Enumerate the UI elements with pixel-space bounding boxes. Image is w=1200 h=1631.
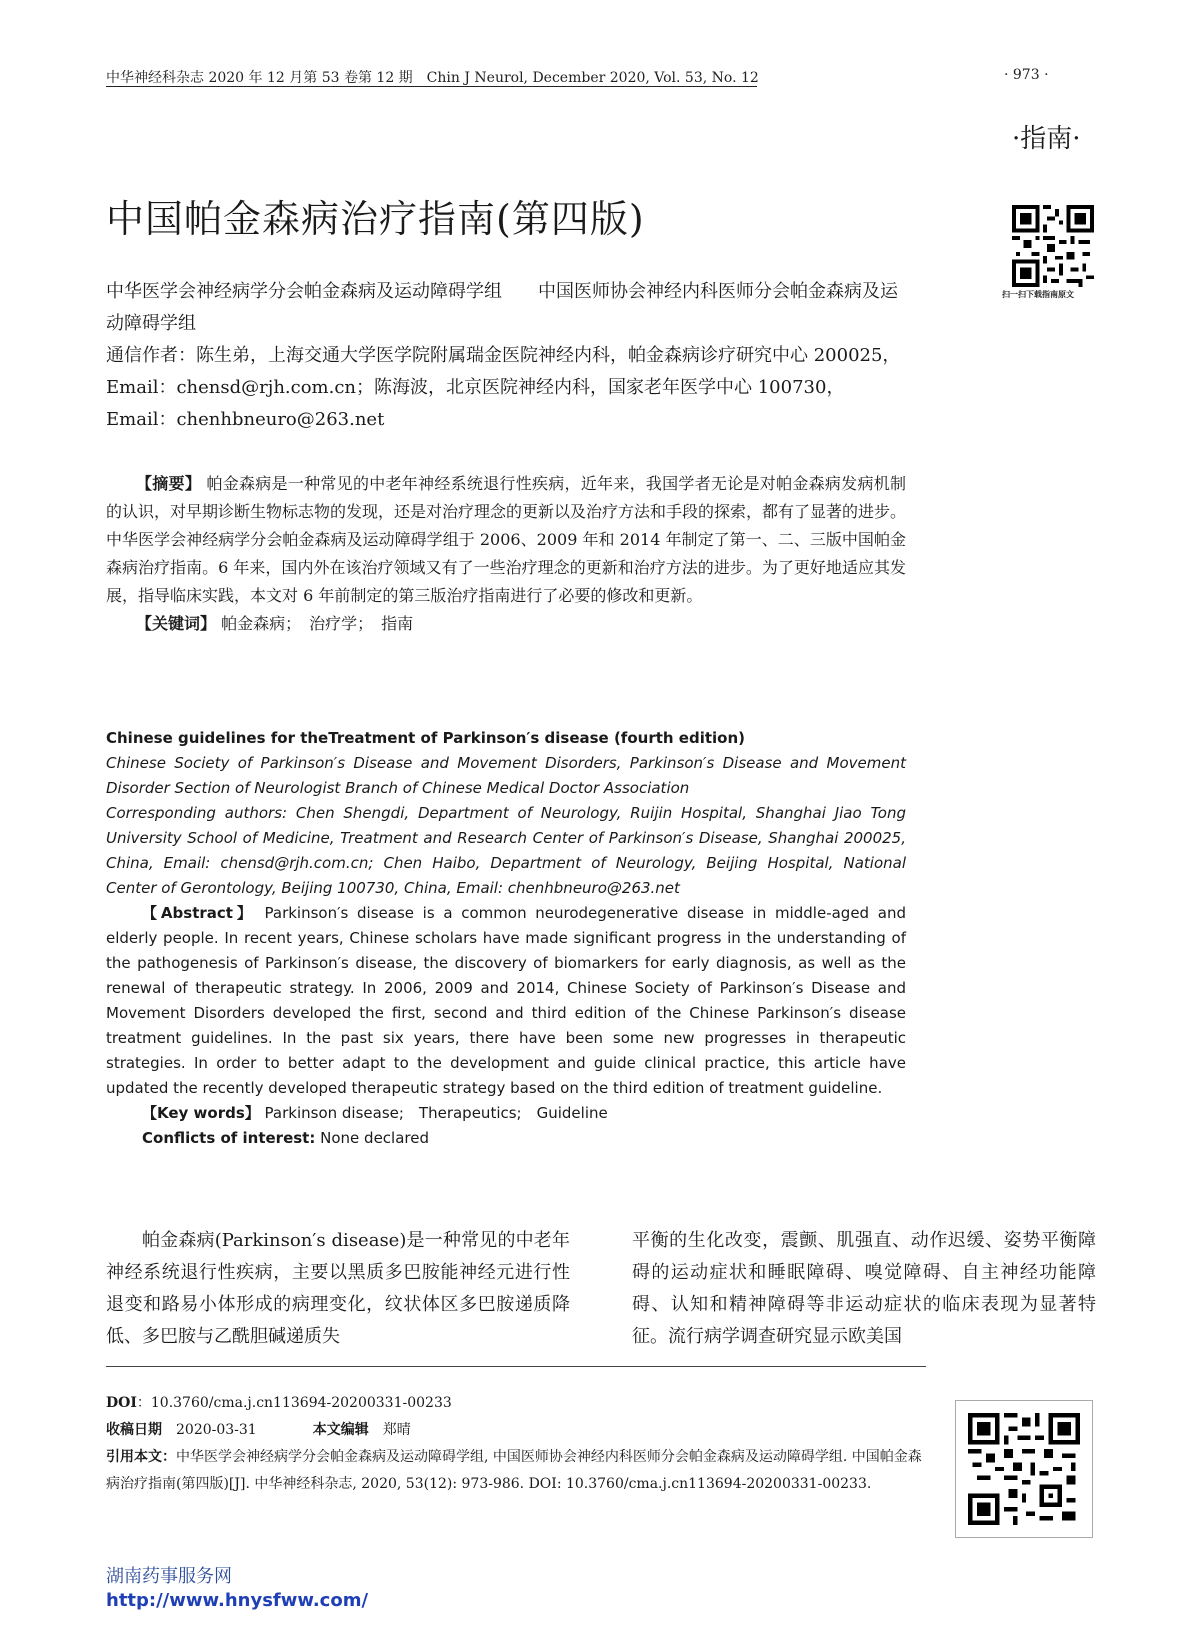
watermark-site-name: 湖南药事服务网 — [106, 1566, 232, 1587]
footer-block — [106, 1390, 926, 1498]
qr-code-large-icon[interactable] — [968, 1413, 1080, 1525]
abstract-cn-label: 【摘要】 — [136, 474, 202, 493]
page-number: · 973 · — [1004, 67, 1049, 83]
running-header: 中华神经科杂志 2020 年 12 月第 53 卷第 12 期 Chin J Neurol, December 2020, Vol. 53, No. 12 — [106, 70, 759, 86]
section-label: ·指南· — [1012, 124, 1081, 154]
keywords-en: Parkinson disease; Therapeutics; Guideline — [264, 1104, 608, 1122]
english-authors: Chinese Society of Parkinson′s Disease and Movement Disorders, Parkinson′s Disease and Movement Disorder Section of Neurologist Branch of Chinese Medical Doctor Association — [106, 754, 906, 797]
editor-name: 郑晴 — [382, 1422, 411, 1438]
abstract-en-label: 【Abstract】 — [142, 904, 256, 922]
authors-block — [106, 276, 906, 436]
page-title: 中国帕金森病治疗指南(第四版) — [106, 197, 645, 241]
watermark-url-link[interactable]: http://www.hnysfww.com/ — [106, 1590, 369, 1611]
cite-label: 引用本文： — [106, 1449, 176, 1465]
authors-cn: 中华医学会神经病学分会帕金森病及运动障碍学组 中国医师协会神经内科医师分会帕金森病及运动障碍学组 — [106, 281, 898, 334]
keywords-cn: 帕金森病； 治疗学； 指南 — [221, 614, 414, 633]
qr-caption: 扫一扫下载指南原文 — [1002, 290, 1074, 299]
body-column-right: 平衡的生化改变，震颤、肌强直、动作迟缓、姿势平衡障碍的运动症状和睡眠障碍、嗅觉障碍、自主神经功能障碍、认知和精神障碍等非运动症状的临床表现为显著特征。流行病学调查研究显示欧美国 — [632, 1230, 1096, 1347]
english-abstract-block — [106, 726, 906, 1151]
conflicts-text: None declared — [320, 1129, 429, 1147]
abstract-en-text: Parkinson′s disease is a common neurodegenerative disease in middle-aged and elderly people. In recent years, Chinese scholars have made significant progress in the understanding of the pathogenesis of Parkinson′s disease, the discovery of biomarkers for early diagnosis, as well as the renewal of therapeutic strategy. In 2006, 2009 and 2014, Chinese Society of Parkinson′s Disease and Movement Disorders developed the first, second and third edition of the Chinese Parkinson′s disease treatment guidelines. In the past six years, there have been some new progresses in therapeutic strategies. In order to better adapt to the development and guide clinical practice, this article have updated the recently developed therapeutic strategy based on the third edition of treatment guideline. — [106, 904, 906, 1097]
english-title: Chinese guidelines for theTreatment of Parkinson′s disease (fourth edition) — [106, 729, 745, 747]
body-column-left: 帕金森病(Parkinson′s disease)是一种常见的中老年神经系统退行性疾病，主要以黑质多巴胺能神经元进行性退变和路易小体形成的病理变化，纹状体区多巴胺递质降低、多巴胺与乙酰胆碱递质失 — [106, 1230, 570, 1347]
abstract-cn — [106, 470, 906, 638]
doi-label: DOI — [106, 1395, 137, 1411]
received-date: 2020-03-31 — [176, 1422, 257, 1438]
conflicts-label: Conflicts of interest: — [142, 1129, 316, 1147]
qr-code-frame — [955, 1400, 1093, 1538]
received-label: 收稿日期 — [106, 1422, 162, 1438]
qr-code-icon[interactable] — [1012, 205, 1094, 287]
abstract-cn-text: 帕金森病是一种常见的中老年神经系统退行性疾病，近年来，我国学者无论是对帕金森病发病机制的认识，对早期诊断生物标志物的发现，还是对治疗理念的更新以及治疗方法和手段的探索，都有了显著的进步。中华医学会神经病学分会帕金森病及运动障碍学组于 2006、2009 年和 2014 年制定了第一、二、三版中国帕金森病治疗指南。6 年来，国内外在该治疗领域又有了一些治疗理念的更新和治疗方法的进步。为了更好地适应其发展，指导临床实践，本文对 6 年前制定的第三版治疗指南进行了必要的修改和更新。 — [106, 474, 907, 605]
cite-text: 中华医学会神经病学分会帕金森病及运动障碍学组, 中国医师协会神经内科医师分会帕金森病及运动障碍学组. 中国帕金森病治疗指南(第四版)[J]. 中华神经科杂志, 2020, 53(12): 973-986. DOI: 10.3760/cma.j.cn113694-20200331-00233. — [106, 1449, 922, 1492]
keywords-en-label: 【Key words】 — [142, 1104, 260, 1122]
english-corresponding: Corresponding authors: Chen Shengdi, Department of Neurology, Ruijin Hospital, Shanghai Jiao Tong University School of Medicine, Treatment and Research Center of Parkinson′s Disease, Shanghai 200025, China, Email: chensd@rjh.com.cn; Chen Haibo, Department of Neurology, Beijing Hospital, National Center of Gerontology, Beijing 100730, China, Email: chenhbneuro@263.net — [106, 804, 906, 897]
doi-value[interactable]: ：10.3760/cma.j.cn113694-20200331-00233 — [136, 1395, 452, 1411]
keywords-cn-label: 【关键词】 — [136, 614, 217, 633]
corresponding-cn: 通信作者：陈生弟，上海交通大学医学院附属瑞金医院神经内科，帕金森病诊疗研究中心 200025，Email：chensd@rjh.com.cn；陈海波，北京医院神经内科，国家老年医学中心 100730，Email：chenhbneuro@263.net — [106, 345, 901, 430]
footer-rule — [106, 1366, 926, 1367]
editor-label: 本文编辑 — [312, 1422, 369, 1438]
header-rule — [106, 86, 757, 87]
watermark — [106, 1565, 368, 1613]
